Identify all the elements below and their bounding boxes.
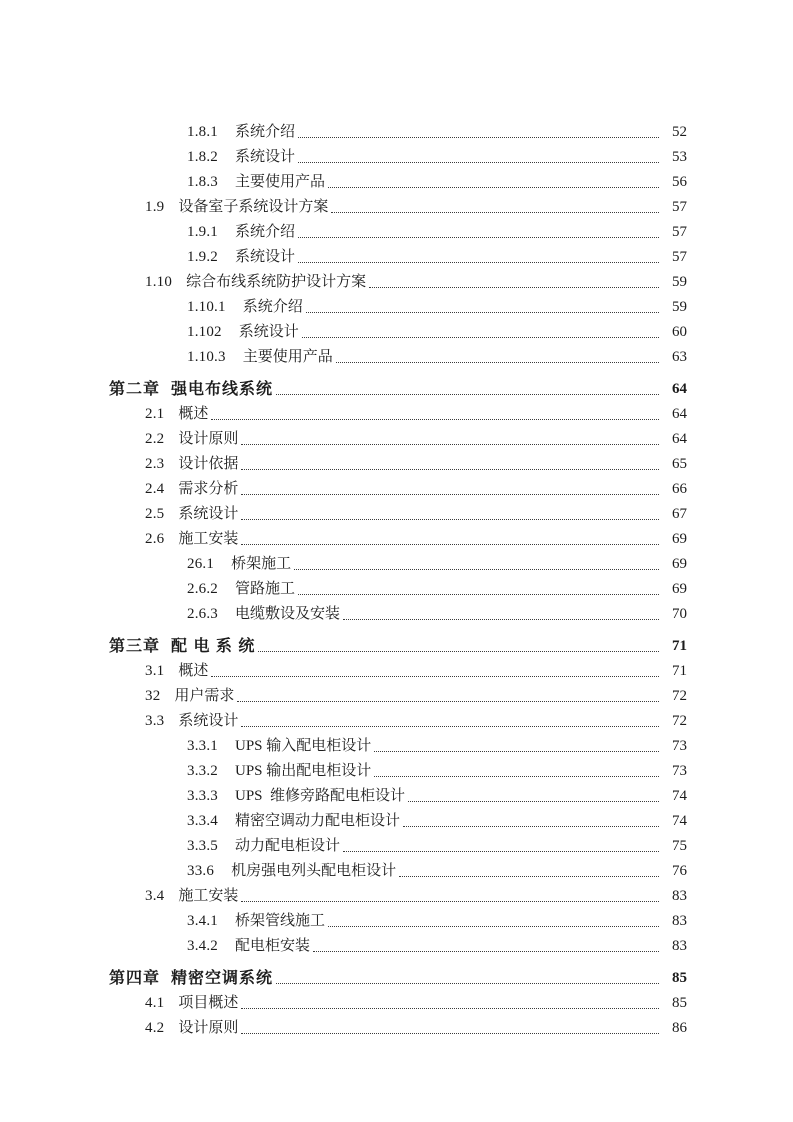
entry-number: 3.3	[145, 713, 165, 729]
page-number: 64	[672, 381, 687, 397]
entry-number: 32	[145, 688, 161, 704]
entry-title: 精密空调系统	[171, 970, 274, 987]
toc-entry	[0, 426, 687, 451]
entry-number: 3.3.1	[187, 738, 218, 754]
entry-number: 2.5	[145, 506, 165, 522]
entry-title: 系统设计	[238, 324, 299, 340]
dotted-leader	[241, 494, 659, 495]
entry-number: 1.102	[187, 324, 222, 340]
entry-title: 系统设计	[178, 713, 239, 729]
dotted-leader	[211, 676, 659, 677]
page-number: 69	[672, 556, 687, 572]
toc-entry	[0, 1015, 687, 1040]
dotted-leader	[298, 237, 659, 238]
page-number: 74	[672, 813, 687, 829]
page-number: 85	[672, 970, 687, 986]
page-number: 71	[672, 663, 687, 679]
entry-number: 第四章	[109, 970, 161, 987]
dotted-leader	[408, 801, 659, 802]
entry-number: 4.1	[145, 995, 165, 1011]
toc-entry	[0, 601, 687, 626]
entry-number: 3.4.2	[187, 938, 218, 954]
entry-number: 1.9.2	[187, 249, 218, 265]
dotted-leader	[403, 826, 659, 827]
entry-number: 1.8.2	[187, 149, 218, 165]
entry-title: 施工安装	[178, 531, 239, 547]
dotted-leader	[302, 337, 659, 338]
entry-title: 系统介绍	[242, 299, 303, 315]
dotted-leader	[276, 983, 659, 984]
page-number: 64	[672, 431, 687, 447]
page-number: 86	[672, 1020, 687, 1036]
entry-number: 第三章	[109, 638, 161, 655]
entry-number: 3.3.2	[187, 763, 218, 779]
page-number: 53	[672, 149, 687, 165]
dotted-leader	[241, 726, 659, 727]
entry-title: 配电柜安装	[235, 938, 311, 954]
entry-number: 1.8.1	[187, 124, 218, 140]
entry-number: 3.4	[145, 888, 165, 904]
entry-title: 系统设计	[235, 149, 296, 165]
toc-entry	[0, 733, 687, 758]
toc-entry	[0, 883, 687, 908]
entry-title: 系统介绍	[235, 224, 296, 240]
toc-entry	[0, 708, 687, 733]
dotted-leader	[343, 619, 659, 620]
entry-title: 系统设计	[235, 249, 296, 265]
entry-number: 2.6.2	[187, 581, 218, 597]
page-number: 74	[672, 788, 687, 804]
entry-title: 配 电 系 统	[171, 638, 256, 655]
dotted-leader	[211, 419, 659, 420]
entry-number: 2.2	[145, 431, 165, 447]
toc-entry	[0, 144, 687, 169]
entry-title: 用户需求	[174, 688, 235, 704]
page-number: 69	[672, 581, 687, 597]
entry-number: 2.1	[145, 406, 165, 422]
dotted-leader	[276, 394, 659, 395]
toc-entry	[0, 658, 687, 683]
toc-entry	[0, 526, 687, 551]
dotted-leader	[328, 187, 659, 188]
entry-number: 3.3.5	[187, 838, 218, 854]
toc-entry	[0, 401, 687, 426]
dotted-leader	[328, 926, 659, 927]
entry-title: UPS 输入配电柜设计	[235, 738, 372, 754]
page-number: 73	[672, 738, 687, 754]
toc-entry	[0, 244, 687, 269]
toc-entry	[0, 933, 687, 958]
entry-number: 1.9	[145, 199, 165, 215]
dotted-leader	[313, 951, 659, 952]
dotted-leader	[241, 901, 659, 902]
entry-number: 4.2	[145, 1020, 165, 1036]
dotted-leader	[298, 262, 659, 263]
page-number: 76	[672, 863, 687, 879]
toc-entry	[0, 908, 687, 933]
page-number: 56	[672, 174, 687, 190]
entry-number: 2.6.3	[187, 606, 218, 622]
entry-number: 26.1	[187, 556, 215, 572]
dotted-leader	[343, 851, 659, 852]
dotted-leader	[258, 651, 659, 652]
dotted-leader	[294, 569, 659, 570]
entry-number: 1.10.1	[187, 299, 226, 315]
toc-entry	[0, 344, 687, 369]
entry-title: 主要使用产品	[242, 349, 333, 365]
toc-entry	[0, 758, 687, 783]
entry-number: 3.3.4	[187, 813, 218, 829]
page-number: 57	[672, 249, 687, 265]
toc-entry	[0, 501, 687, 526]
page-number: 72	[672, 688, 687, 704]
toc-entry	[0, 990, 687, 1015]
dotted-leader	[298, 137, 659, 138]
page-number: 69	[672, 531, 687, 547]
dotted-leader	[241, 444, 659, 445]
dotted-leader	[331, 212, 659, 213]
entry-title: 概述	[178, 663, 209, 679]
entry-title: 电缆敷设及安装	[235, 606, 341, 622]
entry-number: 2.6	[145, 531, 165, 547]
dotted-leader	[237, 701, 659, 702]
entry-title: 系统介绍	[235, 124, 296, 140]
dotted-leader	[369, 287, 659, 288]
page-number: 60	[672, 324, 687, 340]
dotted-leader	[241, 469, 659, 470]
toc-entry	[0, 294, 687, 319]
toc-entry	[0, 783, 687, 808]
dotted-leader	[298, 162, 659, 163]
entry-title: 项目概述	[178, 995, 239, 1011]
toc-entry	[0, 858, 687, 883]
entry-number: 1.10.3	[187, 349, 226, 365]
entry-title: 精密空调动力配电柜设计	[235, 813, 401, 829]
entry-title: 系统设计	[178, 506, 239, 522]
entry-title: 设备室子系统设计方案	[178, 199, 329, 215]
page-number: 66	[672, 481, 687, 497]
page-number: 67	[672, 506, 687, 522]
toc-entry	[0, 833, 687, 858]
toc-entry	[0, 119, 687, 144]
dotted-leader	[241, 1008, 659, 1009]
dotted-leader	[298, 594, 659, 595]
entry-number: 第二章	[109, 381, 161, 398]
page-number: 83	[672, 888, 687, 904]
entry-number: 3.4.1	[187, 913, 218, 929]
toc-entry	[0, 451, 687, 476]
dotted-leader	[336, 362, 659, 363]
page-number: 52	[672, 124, 687, 140]
entry-title: UPS 输出配电柜设计	[235, 763, 372, 779]
entry-title: 桥架施工	[231, 556, 292, 572]
toc-entry	[0, 476, 687, 501]
entry-title: 设计原则	[178, 431, 239, 447]
toc-entry	[0, 576, 687, 601]
toc-entry	[0, 683, 687, 708]
toc-entry	[0, 808, 687, 833]
toc-entry	[0, 194, 687, 219]
entry-title: 需求分析	[178, 481, 239, 497]
entry-number: 2.4	[145, 481, 165, 497]
dotted-leader	[241, 1033, 659, 1034]
entry-title: 设计原则	[178, 1020, 239, 1036]
page-number: 59	[672, 274, 687, 290]
entry-number: 1.8.3	[187, 174, 218, 190]
entry-number: 3.1	[145, 663, 165, 679]
dotted-leader	[399, 876, 659, 877]
entry-title: 动力配电柜设计	[235, 838, 341, 854]
page-number: 59	[672, 299, 687, 315]
page-number: 65	[672, 456, 687, 472]
toc-entry	[0, 551, 687, 576]
toc-entry	[0, 169, 687, 194]
page-number: 57	[672, 199, 687, 215]
page-number: 71	[672, 638, 687, 654]
dotted-leader	[241, 519, 659, 520]
entry-number: 1.10	[145, 274, 173, 290]
entry-title: UPS 维修旁路配电柜设计	[235, 788, 406, 804]
toc-entry	[0, 269, 687, 294]
entry-title: 施工安装	[178, 888, 239, 904]
page-number: 73	[672, 763, 687, 779]
entry-title: 概述	[178, 406, 209, 422]
toc-entry	[0, 963, 687, 990]
page-number: 70	[672, 606, 687, 622]
page-number: 83	[672, 938, 687, 954]
entry-title: 管路施工	[235, 581, 296, 597]
entry-title: 桥架管线施工	[235, 913, 326, 929]
dotted-leader	[374, 776, 659, 777]
entry-title: 综合布线系统防护设计方案	[186, 274, 367, 290]
entry-title: 强电布线系统	[171, 381, 274, 398]
entry-title: 机房强电列头配电柜设计	[231, 863, 397, 879]
dotted-leader	[306, 312, 659, 313]
entry-title: 设计依据	[178, 456, 239, 472]
toc-entry	[0, 374, 687, 401]
entry-number: 33.6	[187, 863, 215, 879]
page-number: 83	[672, 913, 687, 929]
page-number: 63	[672, 349, 687, 365]
entry-number: 2.3	[145, 456, 165, 472]
toc-entry	[0, 319, 687, 344]
page-number: 64	[672, 406, 687, 422]
table-of-contents	[0, 119, 687, 1040]
page-number: 57	[672, 224, 687, 240]
entry-number: 1.9.1	[187, 224, 218, 240]
toc-entry	[0, 631, 687, 658]
page-number: 72	[672, 713, 687, 729]
page-number: 85	[672, 995, 687, 1011]
toc-entry	[0, 219, 687, 244]
entry-number: 3.3.3	[187, 788, 218, 804]
page-number: 75	[672, 838, 687, 854]
dotted-leader	[241, 544, 659, 545]
entry-title: 主要使用产品	[235, 174, 326, 190]
dotted-leader	[374, 751, 659, 752]
